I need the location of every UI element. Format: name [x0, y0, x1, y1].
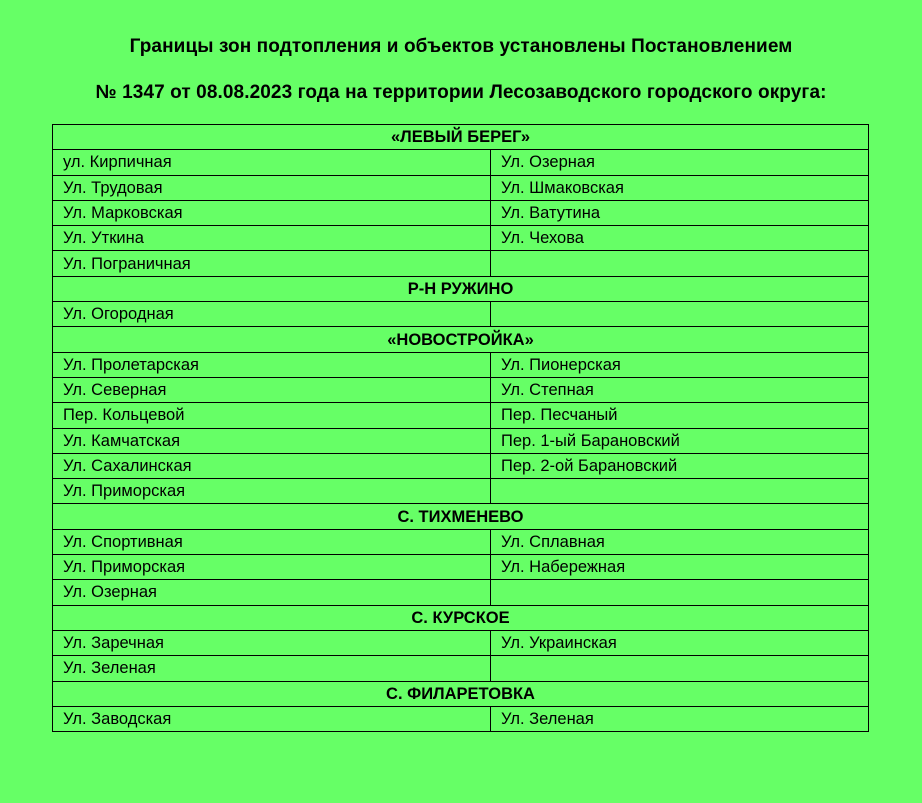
- table-row: [53, 706, 869, 731]
- table-row: [53, 352, 869, 377]
- section-title: С. КУРСКОЕ: [53, 605, 869, 630]
- street-cell-left: Ул. Пограничная: [53, 251, 491, 276]
- table-row: [53, 656, 869, 681]
- street-cell-right: [491, 479, 869, 504]
- section-title: С. ФИЛАРЕТОВКА: [53, 681, 869, 706]
- street-cell-left: Ул. Огородная: [53, 302, 491, 327]
- street-cell-left: Ул. Северная: [53, 377, 491, 402]
- table-row: [53, 377, 869, 402]
- table-row: [53, 150, 869, 175]
- street-cell-right: Ул. Пионерская: [491, 352, 869, 377]
- table-row: [53, 479, 869, 504]
- section-title: Р-Н РУЖИНО: [53, 276, 869, 301]
- table-row: [53, 403, 869, 428]
- table-row: [53, 226, 869, 251]
- section-header-row: [53, 681, 869, 706]
- street-cell-right: Пер. 1-ый Барановский: [491, 428, 869, 453]
- document-title: Границы зон подтопления и объектов установлены Постановлением: [129, 36, 793, 57]
- table-row: [53, 529, 869, 554]
- street-cell-right: [491, 251, 869, 276]
- street-cell-right: [491, 302, 869, 327]
- street-cell-left: Ул. Зеленая: [53, 656, 491, 681]
- table-row: [53, 302, 869, 327]
- street-cell-left: Ул. Заречная: [53, 630, 491, 655]
- section-title: «НОВОСТРОЙКА»: [53, 327, 869, 352]
- table-row: [53, 200, 869, 225]
- street-cell-right: [491, 580, 869, 605]
- street-cell-right: Ул. Чехова: [491, 226, 869, 251]
- table-row: [53, 175, 869, 200]
- street-cell-right: Ул. Ватутина: [491, 200, 869, 225]
- street-cell-right: [491, 656, 869, 681]
- street-cell-left: Ул. Трудовая: [53, 175, 491, 200]
- street-cell-left: Ул. Сахалинская: [53, 453, 491, 478]
- section-header-row: [53, 327, 869, 352]
- table-row: [53, 555, 869, 580]
- street-cell-right: Ул. Сплавная: [491, 529, 869, 554]
- street-cell-right: Ул. Степная: [491, 377, 869, 402]
- section-title: С. ТИХМЕНЕВО: [53, 504, 869, 529]
- street-cell-left: Ул. Марковская: [53, 200, 491, 225]
- street-cell-left: Ул. Камчатская: [53, 428, 491, 453]
- street-cell-right: Ул. Озерная: [491, 150, 869, 175]
- street-cell-left: Ул. Приморская: [53, 479, 491, 504]
- street-cell-left: Пер. Кольцевой: [53, 403, 491, 428]
- street-cell-left: ул. Кирпичная: [53, 150, 491, 175]
- street-cell-right: Пер. 2-ой Барановский: [491, 453, 869, 478]
- street-cell-right: Ул. Зеленая: [491, 706, 869, 731]
- flood-zones-table: [52, 124, 869, 732]
- section-header-row: [53, 504, 869, 529]
- street-cell-left: Ул. Спортивная: [53, 529, 491, 554]
- section-title: «ЛЕВЫЙ БЕРЕГ»: [53, 125, 869, 150]
- section-header-row: [53, 276, 869, 301]
- street-cell-right: Ул. Набережная: [491, 555, 869, 580]
- street-cell-right: Ул. Украинская: [491, 630, 869, 655]
- section-header-row: [53, 605, 869, 630]
- flood-zones-table-body: [53, 125, 869, 732]
- document-subtitle: № 1347 от 08.08.2023 года на территории Лесозаводского городского округа:: [95, 82, 827, 103]
- section-header-row: [53, 125, 869, 150]
- street-cell-left: Ул. Уткина: [53, 226, 491, 251]
- street-cell-left: Ул. Заводская: [53, 706, 491, 731]
- table-row: [53, 251, 869, 276]
- street-cell-left: Ул. Пролетарская: [53, 352, 491, 377]
- street-cell-left: Ул. Приморская: [53, 555, 491, 580]
- table-row: [53, 580, 869, 605]
- table-row: [53, 630, 869, 655]
- street-cell-left: Ул. Озерная: [53, 580, 491, 605]
- street-cell-right: Пер. Песчаный: [491, 403, 869, 428]
- street-cell-right: Ул. Шмаковская: [491, 175, 869, 200]
- table-row: [53, 428, 869, 453]
- table-row: [53, 453, 869, 478]
